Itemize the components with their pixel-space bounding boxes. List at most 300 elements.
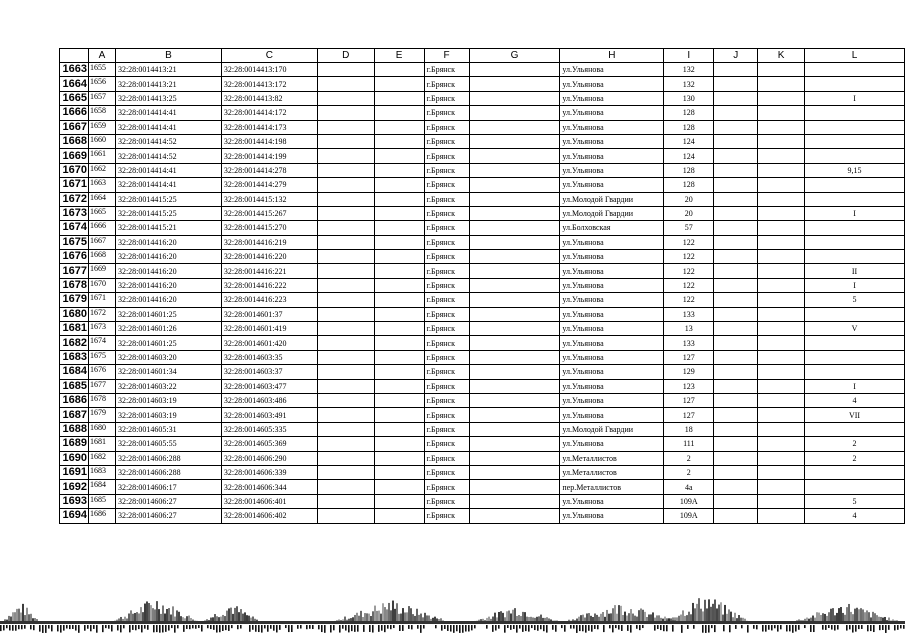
cell-l: 2 [805, 451, 905, 465]
cell-d [317, 192, 374, 206]
row-number-cell: 1672 [60, 192, 89, 206]
cell-i: 122 [664, 235, 714, 249]
cell-j [714, 322, 758, 336]
cell-c: 32:28:0014606:339 [221, 465, 317, 479]
cell-j [714, 134, 758, 148]
cell-c: 32:28:0014413:170 [221, 63, 317, 77]
cell-k [758, 192, 805, 206]
cell-d [317, 480, 374, 494]
cell-d [317, 509, 374, 523]
cell-l [805, 221, 905, 235]
cell-b: 32:28:0014416:20 [115, 250, 221, 264]
table-row [60, 149, 905, 163]
cell-a: 1681 [88, 437, 115, 451]
cell-d [317, 350, 374, 364]
cell-g [469, 77, 560, 91]
cell-i: 20 [664, 192, 714, 206]
cell-a: 1665 [88, 206, 115, 220]
cell-h: ул.Ульянова [560, 278, 664, 292]
cell-l: I [805, 91, 905, 105]
table-row [60, 278, 905, 292]
cell-f: г.Брянск [424, 178, 469, 192]
cell-b: 32:28:0014603:19 [115, 408, 221, 422]
cell-j [714, 393, 758, 407]
cell-h: ул.Ульянова [560, 393, 664, 407]
cell-k [758, 163, 805, 177]
cell-g [469, 250, 560, 264]
cell-b: 32:28:0014413:21 [115, 77, 221, 91]
cell-f: г.Брянск [424, 322, 469, 336]
cell-j [714, 120, 758, 134]
cell-l [805, 465, 905, 479]
cell-l [805, 422, 905, 436]
cell-k [758, 149, 805, 163]
cell-f: г.Брянск [424, 307, 469, 321]
cell-d [317, 250, 374, 264]
cell-h: ул.Ульянова [560, 322, 664, 336]
cell-i: 124 [664, 134, 714, 148]
row-number-cell: 1682 [60, 336, 89, 350]
cell-l [805, 106, 905, 120]
cell-f: г.Брянск [424, 437, 469, 451]
cell-j [714, 278, 758, 292]
cell-l: VII [805, 408, 905, 422]
cell-l: 9,15 [805, 163, 905, 177]
cell-a: 1667 [88, 235, 115, 249]
cell-d [317, 365, 374, 379]
cell-l: V [805, 322, 905, 336]
cell-d [317, 408, 374, 422]
cell-a: 1655 [88, 63, 115, 77]
cell-e [374, 422, 424, 436]
row-number-cell: 1664 [60, 77, 89, 91]
cell-e [374, 293, 424, 307]
cell-h: ул.Ульянова [560, 106, 664, 120]
row-number-cell: 1684 [60, 365, 89, 379]
cell-a: 1677 [88, 379, 115, 393]
cell-b: 32:28:0014601:25 [115, 307, 221, 321]
cell-e [374, 437, 424, 451]
cell-b: 32:28:0014601:26 [115, 322, 221, 336]
cell-c: 32:28:0014606:401 [221, 494, 317, 508]
cell-j [714, 293, 758, 307]
cell-k [758, 221, 805, 235]
cell-j [714, 465, 758, 479]
cell-c: 32:28:0014414:173 [221, 120, 317, 134]
cell-l: I [805, 278, 905, 292]
cell-c: 32:28:0014603:37 [221, 365, 317, 379]
cell-j [714, 178, 758, 192]
cell-a: 1660 [88, 134, 115, 148]
cell-c: 32:28:0014414:199 [221, 149, 317, 163]
cell-i: 122 [664, 293, 714, 307]
table-row [60, 480, 905, 494]
cell-l [805, 307, 905, 321]
cell-i: 128 [664, 163, 714, 177]
cell-g [469, 235, 560, 249]
cell-f: г.Брянск [424, 365, 469, 379]
cell-i: 128 [664, 120, 714, 134]
cell-d [317, 307, 374, 321]
cell-i: 122 [664, 250, 714, 264]
column-header-row [60, 49, 905, 63]
cell-i: 2 [664, 465, 714, 479]
cell-c: 32:28:0014606:402 [221, 509, 317, 523]
cell-j [714, 350, 758, 364]
column-header: A [88, 49, 115, 63]
cell-g [469, 451, 560, 465]
cell-i: 122 [664, 264, 714, 278]
cell-h: ул.Молодой Гвардии [560, 422, 664, 436]
cell-k [758, 393, 805, 407]
cell-e [374, 322, 424, 336]
cell-k [758, 63, 805, 77]
table-row [60, 106, 905, 120]
cell-j [714, 264, 758, 278]
cell-l [805, 77, 905, 91]
cell-h: пер.Металлистов [560, 480, 664, 494]
cell-a: 1684 [88, 480, 115, 494]
cell-d [317, 149, 374, 163]
cell-k [758, 134, 805, 148]
cell-a: 1656 [88, 77, 115, 91]
cell-b: 32:28:0014606:17 [115, 480, 221, 494]
column-header: I [664, 49, 714, 63]
row-number-cell: 1683 [60, 350, 89, 364]
cell-i: 127 [664, 408, 714, 422]
cell-g [469, 149, 560, 163]
cell-j [714, 336, 758, 350]
row-number-cell: 1667 [60, 120, 89, 134]
cell-f: г.Брянск [424, 451, 469, 465]
cell-k [758, 437, 805, 451]
cell-i: 132 [664, 77, 714, 91]
cell-b: 32:28:0014415:21 [115, 221, 221, 235]
cell-g [469, 120, 560, 134]
cell-k [758, 120, 805, 134]
row-number-cell: 1673 [60, 206, 89, 220]
row-number-cell: 1685 [60, 379, 89, 393]
cell-f: г.Брянск [424, 278, 469, 292]
cell-g [469, 350, 560, 364]
cell-d [317, 322, 374, 336]
cell-e [374, 77, 424, 91]
row-number-cell: 1681 [60, 322, 89, 336]
cell-h: ул.Ульянова [560, 336, 664, 350]
cell-f: г.Брянск [424, 192, 469, 206]
table-row [60, 408, 905, 422]
cell-b: 32:28:0014414:41 [115, 120, 221, 134]
cell-k [758, 278, 805, 292]
scan-noise-band [0, 590, 905, 640]
row-number-cell: 1693 [60, 494, 89, 508]
cell-j [714, 437, 758, 451]
cell-c: 32:28:0014414:279 [221, 178, 317, 192]
cell-a: 1658 [88, 106, 115, 120]
cell-d [317, 451, 374, 465]
cell-g [469, 134, 560, 148]
cell-b: 32:28:0014605:31 [115, 422, 221, 436]
cell-i: 123 [664, 379, 714, 393]
cell-e [374, 163, 424, 177]
table-row [60, 465, 905, 479]
cell-g [469, 408, 560, 422]
column-header: F [424, 49, 469, 63]
cell-g [469, 178, 560, 192]
cell-e [374, 408, 424, 422]
cell-d [317, 77, 374, 91]
cell-j [714, 379, 758, 393]
cell-d [317, 163, 374, 177]
table-row [60, 120, 905, 134]
cell-e [374, 509, 424, 523]
cell-k [758, 106, 805, 120]
cell-g [469, 264, 560, 278]
cell-i: 20 [664, 206, 714, 220]
cell-b: 32:28:0014415:25 [115, 192, 221, 206]
cell-k [758, 307, 805, 321]
cell-g [469, 91, 560, 105]
cell-a: 1664 [88, 192, 115, 206]
cell-a: 1672 [88, 307, 115, 321]
cell-g [469, 278, 560, 292]
cell-i: 2 [664, 451, 714, 465]
cell-a: 1671 [88, 293, 115, 307]
cell-j [714, 221, 758, 235]
cell-h: ул.Ульянова [560, 178, 664, 192]
cell-d [317, 221, 374, 235]
cell-d [317, 379, 374, 393]
cell-b: 32:28:0014414:41 [115, 178, 221, 192]
cell-a: 1657 [88, 91, 115, 105]
cell-f: г.Брянск [424, 465, 469, 479]
cell-h: ул.Ульянова [560, 91, 664, 105]
cell-i: 109А [664, 509, 714, 523]
cell-g [469, 221, 560, 235]
cell-a: 1683 [88, 465, 115, 479]
row-number-cell: 1675 [60, 235, 89, 249]
table-row [60, 235, 905, 249]
cell-f: г.Брянск [424, 250, 469, 264]
cell-b: 32:28:0014414:52 [115, 149, 221, 163]
cell-f: г.Брянск [424, 408, 469, 422]
cell-j [714, 307, 758, 321]
cell-g [469, 379, 560, 393]
cell-i: 4а [664, 480, 714, 494]
cell-d [317, 494, 374, 508]
cell-j [714, 77, 758, 91]
cell-g [469, 322, 560, 336]
table-body [60, 63, 905, 524]
cell-d [317, 278, 374, 292]
cell-a: 1670 [88, 278, 115, 292]
cell-l [805, 63, 905, 77]
cell-h: ул.Болховская [560, 221, 664, 235]
cell-f: г.Брянск [424, 206, 469, 220]
column-header: E [374, 49, 424, 63]
cell-h: ул.Ульянова [560, 120, 664, 134]
cell-g [469, 494, 560, 508]
cell-i: 111 [664, 437, 714, 451]
cell-h: ул.Ульянова [560, 149, 664, 163]
cell-b: 32:28:0014603:20 [115, 350, 221, 364]
cell-l [805, 365, 905, 379]
cell-l: 5 [805, 494, 905, 508]
cell-i: 57 [664, 221, 714, 235]
cell-h: ул.Ульянова [560, 250, 664, 264]
cell-l [805, 134, 905, 148]
table-row [60, 250, 905, 264]
cell-e [374, 451, 424, 465]
cell-c: 32:28:0014414:278 [221, 163, 317, 177]
cell-l [805, 336, 905, 350]
cell-d [317, 120, 374, 134]
column-header: J [714, 49, 758, 63]
cell-c: 32:28:0014416:223 [221, 293, 317, 307]
table-row [60, 293, 905, 307]
cell-k [758, 365, 805, 379]
table-row [60, 451, 905, 465]
cell-h: ул.Молодой Гвардии [560, 206, 664, 220]
cell-c: 32:28:0014603:486 [221, 393, 317, 407]
cell-j [714, 235, 758, 249]
cell-k [758, 206, 805, 220]
cell-j [714, 451, 758, 465]
cell-d [317, 91, 374, 105]
row-number-cell: 1669 [60, 149, 89, 163]
row-number-cell: 1689 [60, 437, 89, 451]
cell-h: ул.Ульянова [560, 494, 664, 508]
cell-f: г.Брянск [424, 422, 469, 436]
cell-k [758, 178, 805, 192]
cell-c: 32:28:0014603:477 [221, 379, 317, 393]
table-row [60, 206, 905, 220]
cell-h: ул.Ульянова [560, 163, 664, 177]
cell-e [374, 120, 424, 134]
table-row [60, 63, 905, 77]
cell-b: 32:28:0014416:20 [115, 278, 221, 292]
cell-e [374, 365, 424, 379]
cell-l [805, 192, 905, 206]
cell-b: 32:28:0014416:20 [115, 264, 221, 278]
cell-j [714, 149, 758, 163]
cell-i: 133 [664, 336, 714, 350]
cell-h: ул.Металлистов [560, 465, 664, 479]
cell-k [758, 250, 805, 264]
cell-f: г.Брянск [424, 379, 469, 393]
column-header: C [221, 49, 317, 63]
cell-c: 32:28:0014606:290 [221, 451, 317, 465]
cell-e [374, 178, 424, 192]
cell-k [758, 293, 805, 307]
cell-k [758, 322, 805, 336]
cell-f: г.Брянск [424, 149, 469, 163]
row-number-cell: 1671 [60, 178, 89, 192]
cell-k [758, 509, 805, 523]
cell-c: 32:28:0014416:222 [221, 278, 317, 292]
cell-h: ул.Молодой Гвардии [560, 192, 664, 206]
row-number-cell: 1680 [60, 307, 89, 321]
cell-l: II [805, 264, 905, 278]
cell-l: 2 [805, 437, 905, 451]
cell-j [714, 480, 758, 494]
cell-i: 127 [664, 393, 714, 407]
table-row [60, 379, 905, 393]
cell-b: 32:28:0014413:21 [115, 63, 221, 77]
cell-h: ул.Ульянова [560, 264, 664, 278]
cell-h: ул.Ульянова [560, 293, 664, 307]
row-number-cell: 1668 [60, 134, 89, 148]
cell-k [758, 465, 805, 479]
cell-j [714, 206, 758, 220]
cell-l: 4 [805, 509, 905, 523]
cell-e [374, 63, 424, 77]
cell-h: ул.Ульянова [560, 379, 664, 393]
cell-b: 32:28:0014414:41 [115, 163, 221, 177]
cell-c: 32:28:0014416:220 [221, 250, 317, 264]
table-row [60, 393, 905, 407]
cell-g [469, 465, 560, 479]
cell-g [469, 336, 560, 350]
cell-d [317, 336, 374, 350]
cell-k [758, 379, 805, 393]
cell-e [374, 465, 424, 479]
cell-l: 5 [805, 293, 905, 307]
cell-j [714, 365, 758, 379]
cell-b: 32:28:0014606:27 [115, 494, 221, 508]
cell-e [374, 149, 424, 163]
table-row [60, 77, 905, 91]
cell-i: 128 [664, 106, 714, 120]
cell-c: 32:28:0014416:219 [221, 235, 317, 249]
cell-i: 122 [664, 278, 714, 292]
table-row [60, 192, 905, 206]
cell-e [374, 480, 424, 494]
cell-k [758, 422, 805, 436]
cell-d [317, 63, 374, 77]
cell-b: 32:28:0014605:55 [115, 437, 221, 451]
cell-g [469, 106, 560, 120]
cell-b: 32:28:0014603:22 [115, 379, 221, 393]
cell-e [374, 221, 424, 235]
cell-a: 1679 [88, 408, 115, 422]
cell-d [317, 293, 374, 307]
row-number-cell: 1678 [60, 278, 89, 292]
cell-a: 1680 [88, 422, 115, 436]
cell-l: 4 [805, 393, 905, 407]
cell-b: 32:28:0014601:25 [115, 336, 221, 350]
cell-a: 1668 [88, 250, 115, 264]
cell-d [317, 465, 374, 479]
cell-i: 13 [664, 322, 714, 336]
cell-c: 32:28:0014603:35 [221, 350, 317, 364]
cell-e [374, 379, 424, 393]
cell-i: 129 [664, 365, 714, 379]
row-number-cell: 1692 [60, 480, 89, 494]
cell-a: 1674 [88, 336, 115, 350]
cell-a: 1682 [88, 451, 115, 465]
column-header: G [469, 49, 560, 63]
cell-h: ул.Ульянова [560, 509, 664, 523]
cell-b: 32:28:0014416:20 [115, 293, 221, 307]
cell-j [714, 509, 758, 523]
table-row [60, 437, 905, 451]
cell-e [374, 307, 424, 321]
table-row [60, 494, 905, 508]
cell-b: 32:28:0014606:288 [115, 465, 221, 479]
cell-b: 32:28:0014606:27 [115, 509, 221, 523]
cell-e [374, 206, 424, 220]
